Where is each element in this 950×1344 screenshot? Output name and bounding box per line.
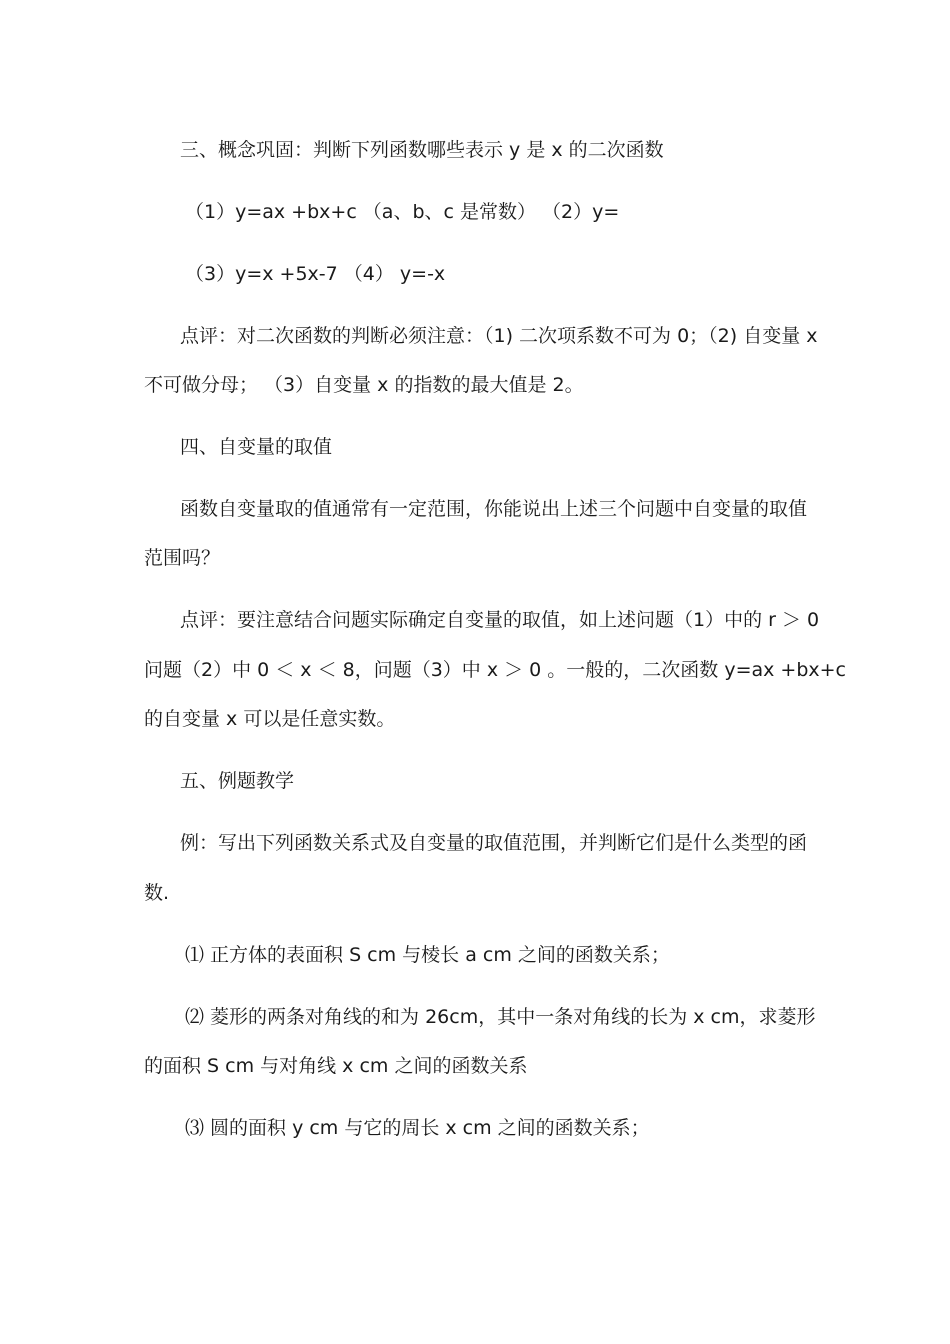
domain-paragraph-line-2: 范围吗？ — [144, 547, 221, 569]
domain-comment-line-1: 点评：要注意结合问题实际确定自变量的取值，如上述问题（1）中的 r ＞ 0 — [180, 609, 820, 631]
item-3-4: （3）y=x +5x-7 （4） y=-x — [185, 263, 446, 285]
example-item-2-line-2: 的面积 S cm 与对角线 x cm 之间的函数关系 — [144, 1055, 528, 1077]
comment-paragraph-line-1: 点评：对二次函数的判断必须注意：（1) 二次项系数不可为 0；（2) 自变量 x — [180, 325, 818, 347]
section-heading-examples: 五、例题教学 — [180, 770, 295, 792]
example-intro-line-1: 例：写出下列函数关系式及自变量的取值范围，并判断它们是什么类型的函 — [180, 832, 808, 854]
section-heading-domain: 四、自变量的取值 — [180, 436, 333, 458]
comment-paragraph-line-2: 不可做分母； （3）自变量 x 的指数的最大值是 2。 — [144, 374, 584, 396]
domain-paragraph-line-1: 函数自变量取的值通常有一定范围，你能说出上述三个问题中自变量的取值 — [180, 498, 808, 520]
example-item-2-line-1: ⑵ 菱形的两条对角线的和为 26cm，其中一条对角线的长为 x cm，求菱形 — [185, 1006, 816, 1028]
example-item-1: ⑴ 正方体的表面积 S cm 与棱长 a cm 之间的函数关系； — [185, 944, 670, 966]
example-intro-line-2: 数. — [144, 882, 170, 904]
example-item-3: ⑶ 圆的面积 y cm 与它的周长 x cm 之间的函数关系； — [185, 1117, 650, 1139]
section-heading-concept-review: 三、概念巩固：判断下列函数哪些表示 y 是 x 的二次函数 — [180, 139, 664, 161]
domain-comment-line-2: 问题（2）中 0 ＜ x ＜ 8，问题（3）中 x ＞ 0 。一般的，二次函数 y=ax +bx+c — [144, 659, 847, 681]
domain-comment-line-3: 的自变量 x 可以是任意实数。 — [144, 708, 396, 730]
item-1-2: （1）y=ax +bx+c （a、b、c 是常数） （2）y= — [185, 201, 620, 223]
